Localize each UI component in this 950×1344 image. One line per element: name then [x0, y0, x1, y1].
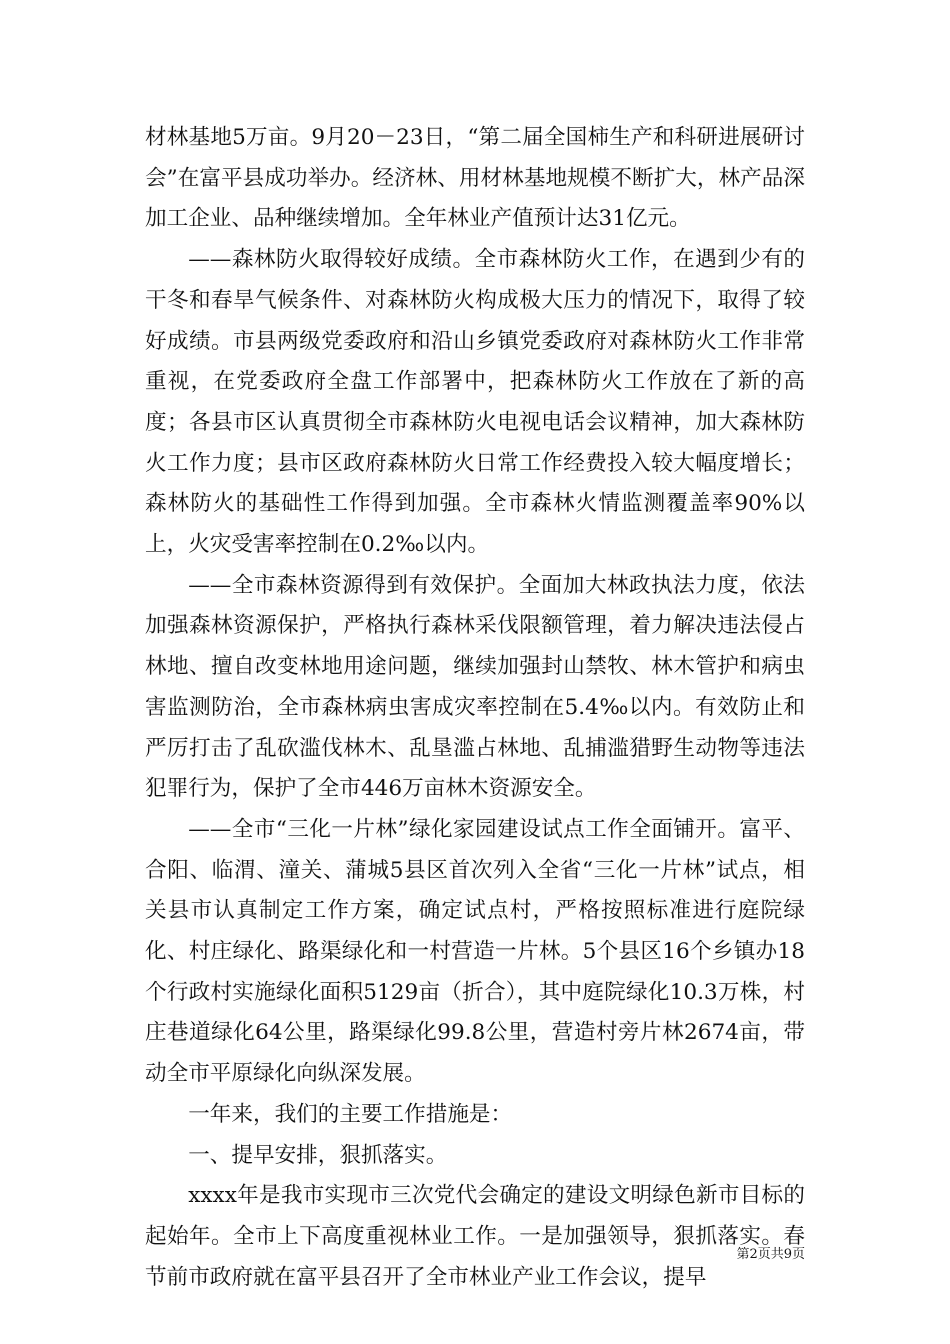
paragraph-forest-fire: ——森林防火取得较好成绩。全市森林防火工作，在遇到少有的干冬和春旱气候条件、对森林防火构成极大压力的情况下，取得了较好成绩。市县两级党委政府和沿山乡镇党委政府对森林防火工作非常重视，在党委政府全盘工作部署中，把森林防火工作放在了新的高度；各县市区认真贯彻全市森林防火电视电话会议精神，加大森林防火工作力度；县市区政府森林防火日常工作经费投入较大幅度增长；森林防火的基础性工作得到加强。全市森林火情监测覆盖率90%以上，火灾受害率控制在0.2‰以内。	[145, 247, 805, 558]
paragraph-measures-intro: 一年来，我们的主要工作措施是：	[188, 1101, 513, 1127]
page-number: 第2页共9页	[736, 1247, 805, 1262]
document-body	[145, 118, 805, 1298]
section-heading-1: 一、提早安排，狠抓落实。	[188, 1142, 448, 1168]
paragraph-1: 材林基地5万亩。9月20－23日，“第二届全国柿生产和科研进展研讨会”在富平县成功举办。经济林、用材林基地规模不断扩大，林产品深加工企业、品种继续增加。全年林业产值预计达31亿元。	[145, 125, 805, 232]
paragraph-greening-pilot: ——全市“三化一片林”绿化家园建设试点工作全面铺开。富平、合阳、临渭、潼关、蒲城5县区首次列入全省“三化一片林”试点，相关县市认真制定工作方案，确定试点村，严格按照标准进行庭院绿化、村庄绿化、路渠绿化和一村营造一片林。5个县区16个乡镇办18个行政村实施绿化面积5129亩（折合），其中庭院绿化10.3万株，村庄巷道绿化64公里，路渠绿化99.8公里，营造村旁片林2674亩，带动全市平原绿化向纵深发展。	[145, 816, 805, 1087]
paragraph-start-year: xxxx年是我市实现市三次党代会确定的建设文明绿色新市目标的起始年。全市上下高度重视林业工作。一是加强领导，狠抓落实。春节前市政府就在富平县召开了全市林业产业工作会议，提早	[145, 1183, 805, 1290]
paragraph-forest-resources: ——全市森林资源得到有效保护。全面加大林政执法力度，依法加强森林资源保护，严格执行森林采伐限额管理，着力解决违法侵占林地、擅自改变林地用途问题，继续加强封山禁牧、林木管护和病虫害监测防治，全市森林病虫害成灾率控制在5.4‰以内。有效防止和严厉打击了乱砍滥伐林木、乱垦滥占林地、乱捕滥猎野生动物等违法犯罪行为，保护了全市446万亩林木资源安全。	[145, 572, 805, 802]
